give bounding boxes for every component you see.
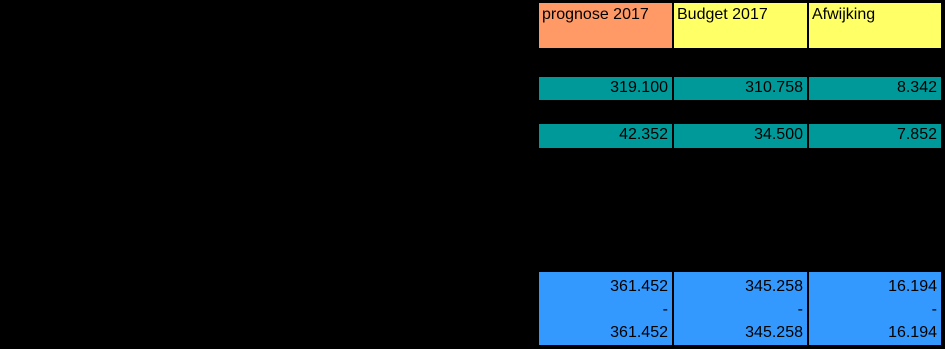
total-budget-dash: - — [797, 301, 803, 318]
total-afwijking-value: 16.194 — [888, 278, 937, 295]
total-prognose — [539, 272, 672, 345]
total-prognose-sum: 361.452 — [610, 324, 668, 341]
row2-prognose: 42.352 — [539, 124, 672, 148]
total-afwijking-sum: 16.194 — [888, 324, 937, 341]
row1-afwijking: 8.342 — [809, 77, 941, 100]
row1-budget: 310.758 — [674, 77, 807, 100]
total-budget — [674, 272, 807, 345]
header-afwijking: Afwijking — [809, 3, 941, 48]
row1-prognose: 319.100 — [539, 77, 672, 100]
row2-afwijking: 7.852 — [809, 124, 941, 148]
total-afwijking-dash: - — [931, 301, 937, 318]
total-prognose-value: 361.452 — [610, 278, 668, 295]
total-afwijking — [809, 272, 941, 345]
row2-budget: 34.500 — [674, 124, 807, 148]
total-prognose-dash: - — [662, 301, 668, 318]
total-budget-sum: 345.258 — [745, 324, 803, 341]
header-prognose: prognose 2017 — [539, 3, 672, 48]
total-budget-value: 345.258 — [745, 278, 803, 295]
header-budget: Budget 2017 — [674, 3, 807, 48]
